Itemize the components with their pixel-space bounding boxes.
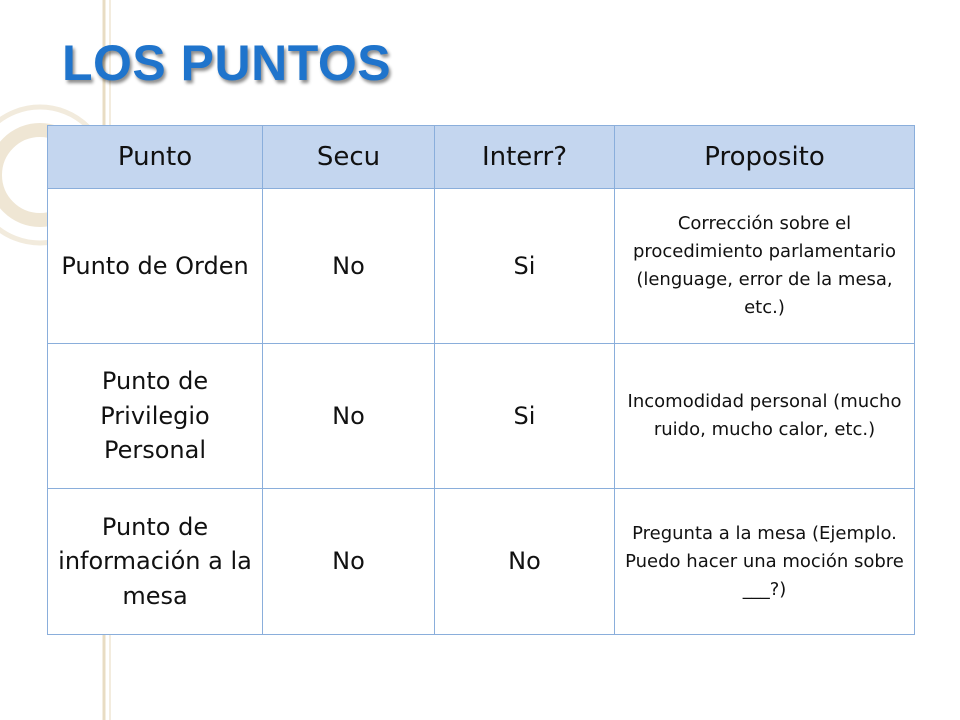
cell-secu: No (263, 489, 435, 635)
table-header-row (48, 126, 915, 189)
points-table-container (47, 125, 914, 635)
cell-interr: Si (435, 189, 615, 344)
header-proposito: Proposito (615, 126, 915, 189)
header-punto: Punto (48, 126, 263, 189)
table-row (48, 189, 915, 344)
cell-proposito: Incomodidad personal (mucho ruido, mucho calor, etc.) (615, 343, 915, 489)
cell-interr: Si (435, 343, 615, 489)
slide-title: LOS PUNTOS (62, 35, 392, 91)
cell-punto: Punto de Orden (48, 189, 263, 344)
header-secu: Secu (263, 126, 435, 189)
table-row (48, 343, 915, 489)
cell-interr: No (435, 489, 615, 635)
cell-punto: Punto de Privilegio Personal (48, 343, 263, 489)
header-interr: Interr? (435, 126, 615, 189)
points-table (47, 125, 915, 635)
cell-proposito: Corrección sobre el procedimiento parlamentario (lenguage, error de la mesa, etc.) (615, 189, 915, 344)
table-row (48, 489, 915, 635)
cell-proposito: Pregunta a la mesa (Ejemplo. Puedo hacer una moción sobre ___?) (615, 489, 915, 635)
cell-secu: No (263, 343, 435, 489)
cell-punto: Punto de información a la mesa (48, 489, 263, 635)
cell-secu: No (263, 189, 435, 344)
